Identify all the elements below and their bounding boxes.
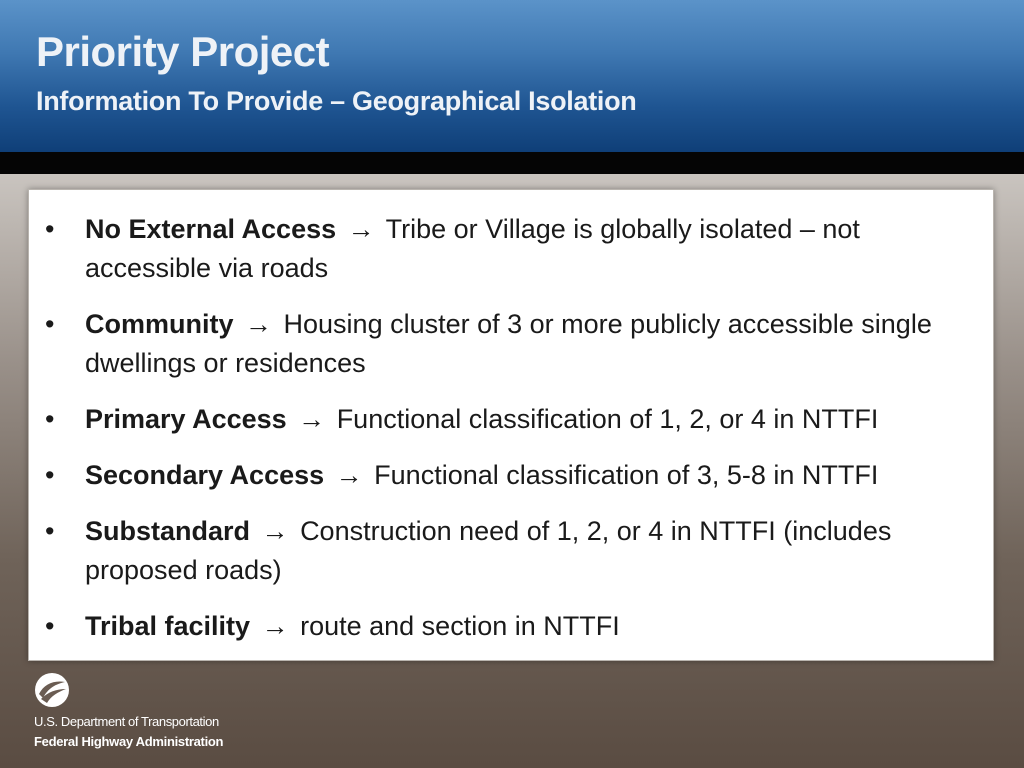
arrow-icon: → [347,214,375,244]
list-item [29,456,989,495]
bullet: • [45,214,55,244]
item-description: Functional classification of 3, 5-8 in NTTFI [374,460,879,490]
org-name-line2: Federal Highway Administration [34,734,224,749]
slide-title: Priority Project [36,28,330,75]
slide-subtitle: Information To Provide – Geographical Isolation [36,86,637,116]
dot-logo-icon [34,672,70,708]
slide-header [0,0,1024,152]
list-item [29,305,989,383]
content-panel [28,189,994,661]
item-term: Tribal facility [85,611,251,641]
org-name-line1: U.S. Department of Transportation [34,714,219,729]
bullet: • [45,460,55,490]
item-term: Community [85,309,234,339]
list-item [29,400,989,439]
header-divider-band [0,152,1024,174]
item-term: Secondary Access [85,460,325,490]
arrow-icon: → [245,309,273,339]
item-term: Primary Access [85,404,287,434]
arrow-icon: → [335,460,363,490]
arrow-icon: → [261,516,289,546]
bullet: • [45,404,55,434]
item-description: route and section in NTTFI [300,611,620,641]
bullet: • [45,309,55,339]
bullet: • [45,611,55,641]
item-description: Housing cluster of 3 or more publicly accessible single dwellings or residences [85,309,932,378]
arrow-icon: → [261,611,289,641]
item-description: Tribe or Village is globally isolated – not accessible via roads [85,214,860,283]
list-item [29,210,989,288]
list-item [29,607,989,646]
item-description: Construction need of 1, 2, or 4 in NTTFI (includes proposed roads) [85,516,892,585]
item-term: Substandard [85,516,251,546]
bullet: • [45,516,55,546]
list-item [29,512,989,590]
item-description: Functional classification of 1, 2, or 4 in NTTFI [336,404,879,434]
definition-list [29,210,989,663]
item-term: No External Access [85,214,337,244]
arrow-icon: → [298,404,326,434]
